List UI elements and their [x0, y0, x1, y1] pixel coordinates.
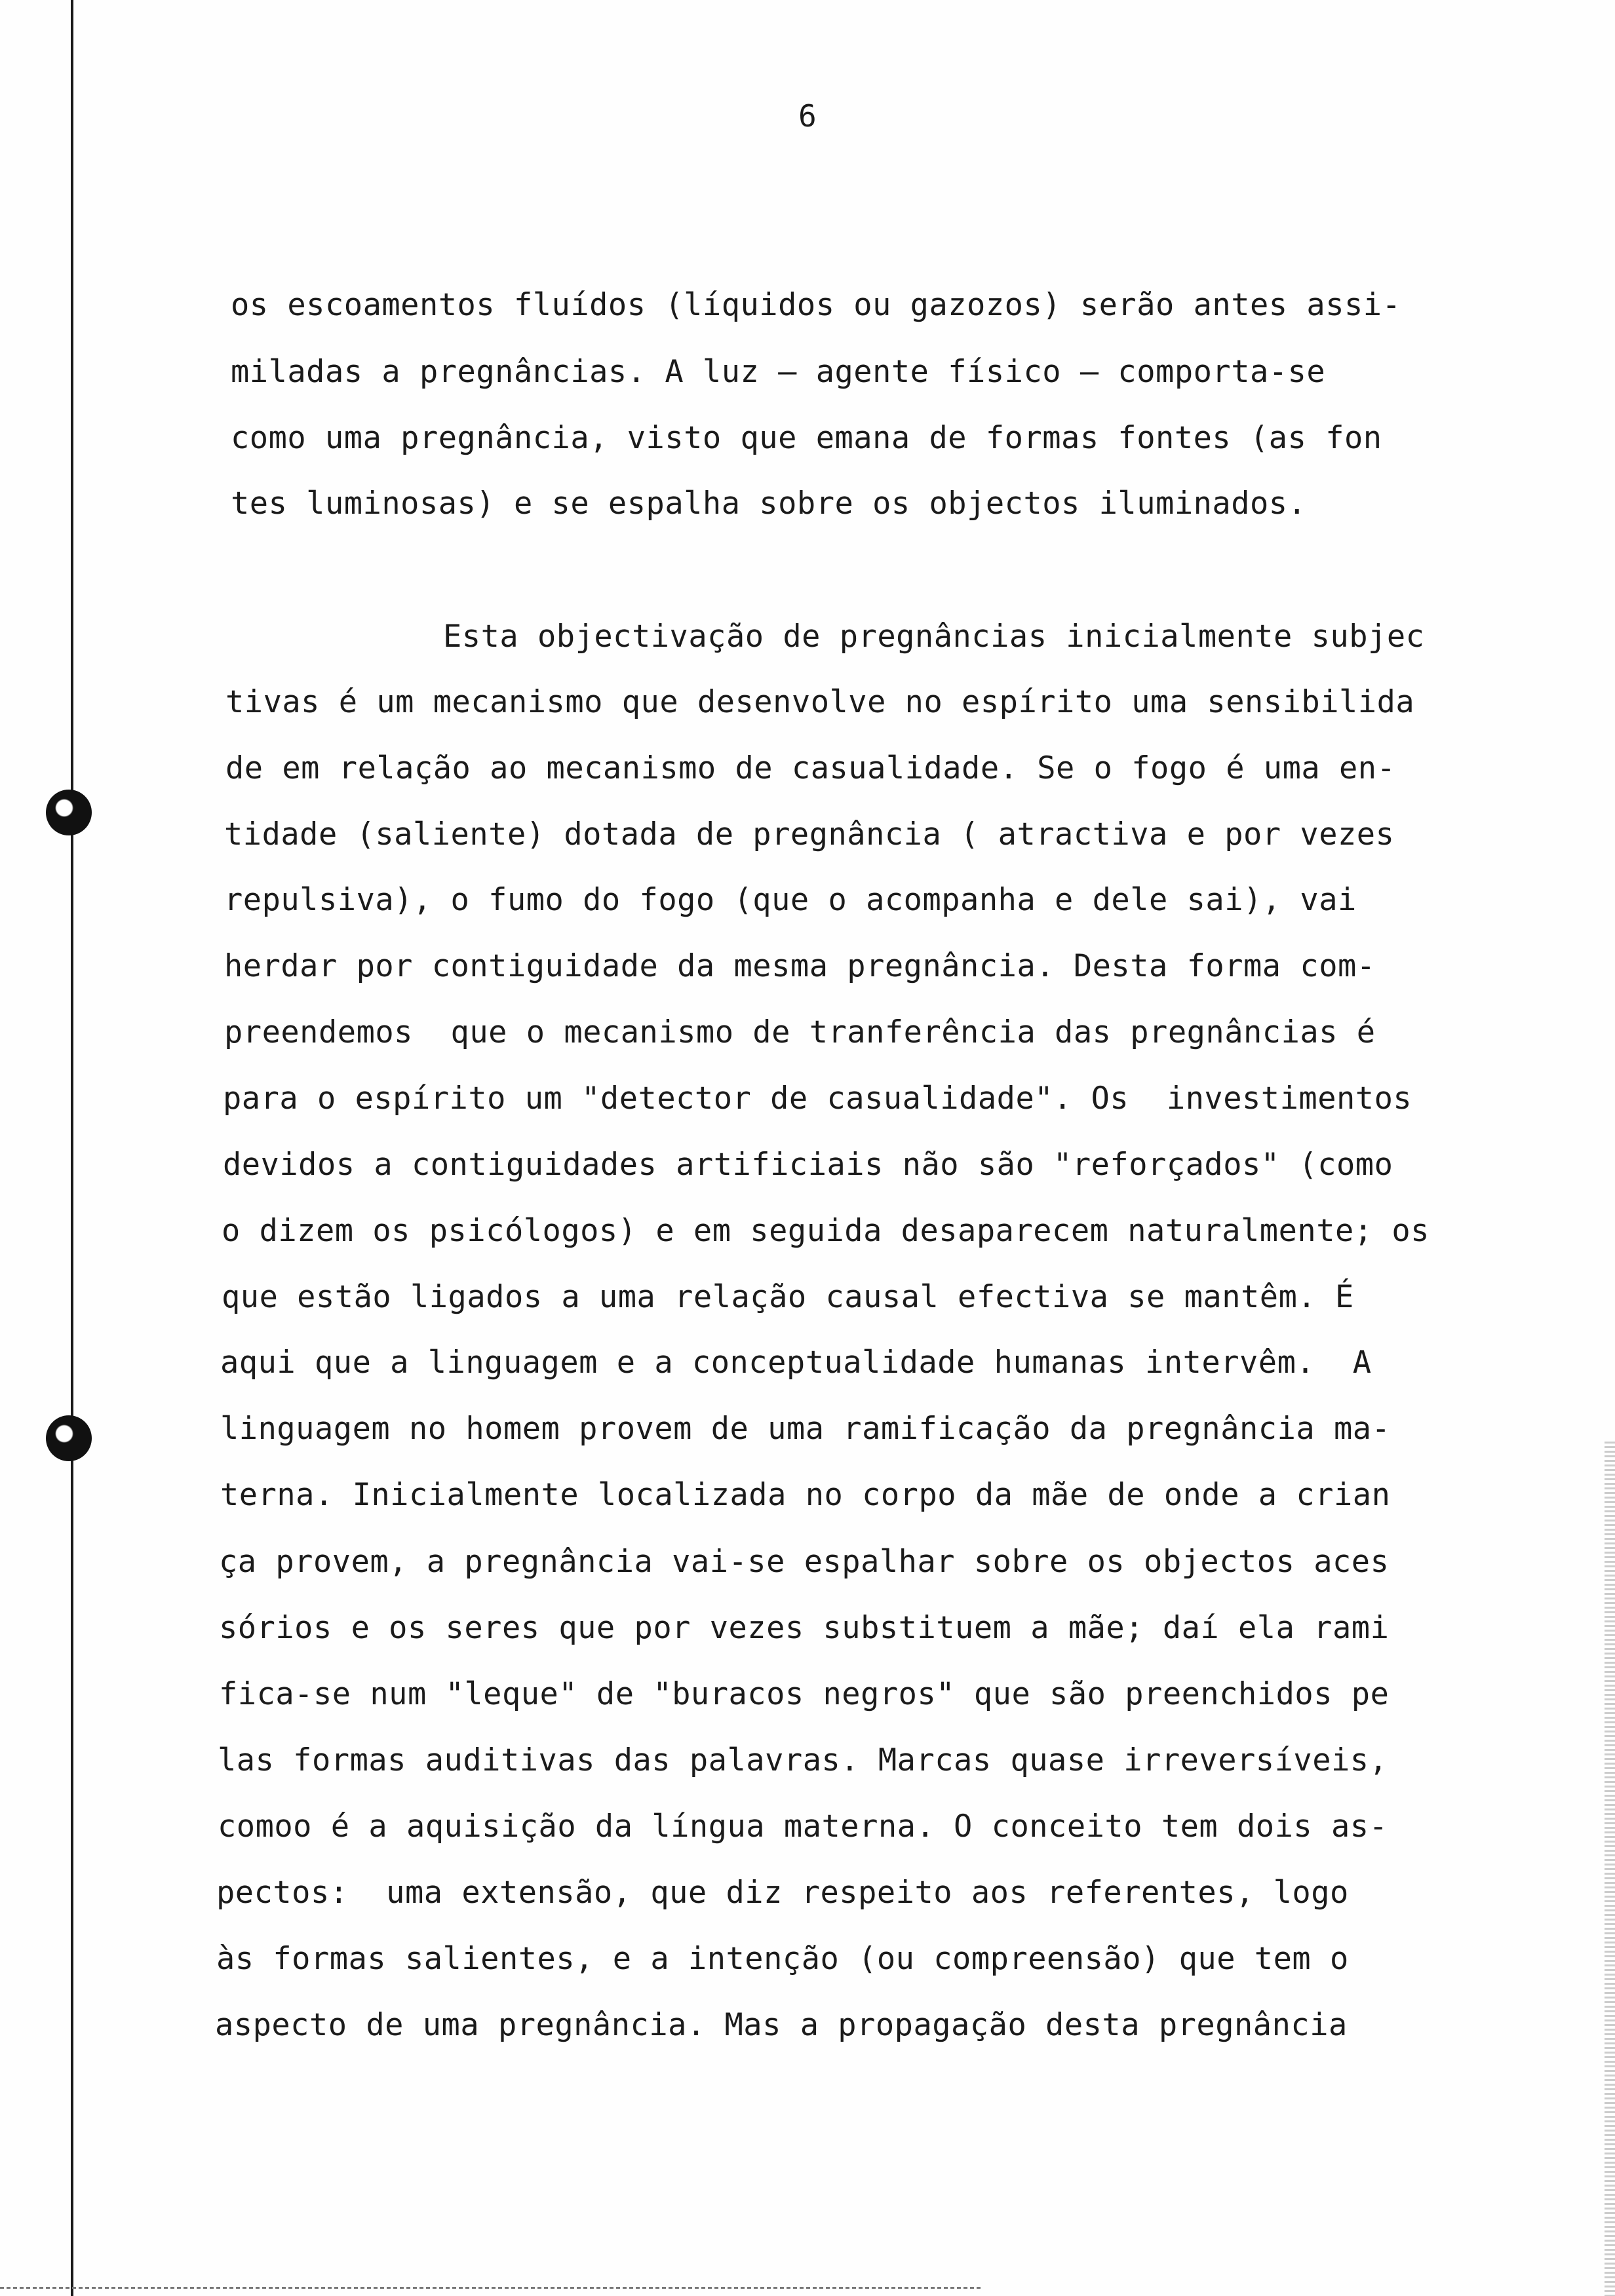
punch-hole-icon: [46, 1415, 92, 1461]
text-line: de em relação ao mecanismo de casualidade. Se o fogo é uma en-: [225, 750, 1396, 786]
text-line: o dizem os psicólogos) e em seguida desaparecem naturalmente; os: [222, 1213, 1430, 1249]
text-line: ça provem, a pregnância vai-se espalhar sobre os objectos aces: [219, 1544, 1390, 1580]
text-line: para o espírito um "detector de casualidade". Os investimentos: [223, 1081, 1412, 1117]
text-line: sórios e os seres que por vezes substituem a mãe; daí ela rami: [219, 1610, 1390, 1646]
text-line: aspecto de uma pregnância. Mas a propagação desta pregnância: [215, 2007, 1348, 2043]
text-line: devidos a contiguidades artificiais não são "reforçados" (como: [223, 1147, 1393, 1183]
text-line: preendemos que o mecanismo de tranferência das pregnâncias é: [224, 1014, 1376, 1050]
right-edge-texture: [1605, 1442, 1615, 2296]
text-line: os escoamentos fluídos (líquidos ou gazozos) serão antes assi-: [231, 287, 1401, 323]
text-line: tivas é um mecanismo que desenvolve no espírito uma sensibilida: [225, 684, 1415, 720]
text-line: herdar por contiguidade da mesma pregnância. Desta forma com-: [224, 948, 1376, 984]
left-margin-line: [71, 0, 73, 2296]
text-line: las formas auditivas das palavras. Marcas quase irreversíveis,: [218, 1742, 1388, 1778]
text-line: às formas salientes, e a intenção (ou compreensão) que tem o: [216, 1941, 1349, 1977]
text-line: pectos: uma extensão, que diz respeito aos referentes, logo: [216, 1875, 1349, 1911]
text-line: miladas a pregnâncias. A luz — agente físico — comporta-se: [231, 354, 1326, 390]
text-line: fica-se num "leque" de "buracos negros" que são preenchidos pe: [219, 1676, 1390, 1712]
punch-hole-icon: [46, 790, 92, 835]
text-line: linguagem no homem provem de uma ramificação da pregnância ma-: [220, 1411, 1391, 1447]
text-line: Esta objectivação de pregnâncias inicialmente subjec: [443, 619, 1425, 655]
text-line: que estão ligados a uma relação causal efectiva se mantêm. É: [222, 1279, 1354, 1315]
page-number: 6: [798, 98, 817, 134]
text-line: terna. Inicialmente localizada no corpo da mãe de onde a crian: [220, 1477, 1391, 1513]
text-line: comoo é a aquisição da língua materna. O conceito tem dois as-: [218, 1808, 1388, 1845]
text-line: repulsiva), o fumo do fogo (que o acompanha e dele sai), vai: [224, 882, 1357, 918]
text-line: tes luminosas) e se espalha sobre os objectos iluminados.: [231, 486, 1307, 522]
text-line: tidade (saliente) dotada de pregnância ( atractiva e por vezes: [224, 816, 1395, 852]
text-line: como uma pregnância, visto que emana de formas fontes (as fon: [231, 420, 1382, 456]
bottom-edge-line: [0, 2287, 983, 2289]
text-line: aqui que a linguagem e a conceptualidade humanas intervêm. A: [220, 1345, 1372, 1381]
